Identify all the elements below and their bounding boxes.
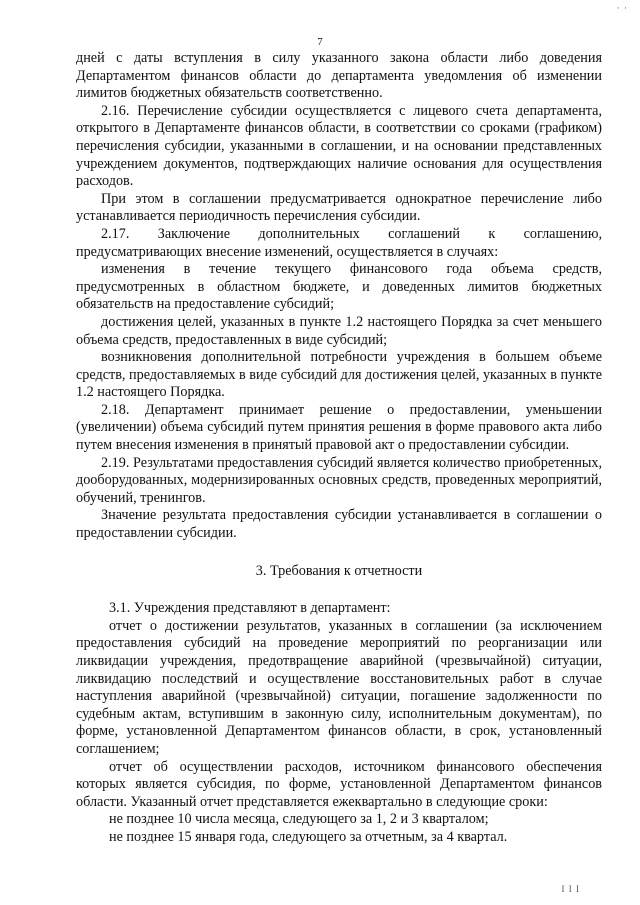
section-heading: 3. Требования к отчетности <box>255 562 423 579</box>
paragraph: 2.18. Департамент принимает решение о предоставлении, уменьшении (увеличении) объема субсидий путем принятия решения в форме правового акта либо путем внесения изменения в принятый правовой акт о предоставлении субсидии. <box>76 401 602 454</box>
page-number: 7 <box>317 36 323 48</box>
paragraph: отчет об осуществлении расходов, источником финансового обеспечения которых является субсидия, по форме, установленной Департаментом финансов области. Указанный отчет представляется ежеквартально в следующие сроки: <box>76 758 602 810</box>
paragraph: не позднее 15 января года, следующего за отчетным, за 4 квартал. <box>109 828 508 845</box>
paragraph: При этом в соглашении предусматривается однократное перечисление либо устанавливается периодичность перечисления субсидии. <box>76 190 602 225</box>
paragraph: изменения в течение текущего финансового года объема средств, предусмотренных в областном бюджете, и доведенных лимитов бюджетных обязательств на предоставление субсидий; <box>76 261 602 313</box>
paragraph: возникновения дополнительной потребности учреждения в большем объеме средств, предоставляемых в виде субсидий для достижения целей, указанных в пункте 1.2 настоящего Порядка. <box>76 349 602 401</box>
footer-mark: I I I <box>561 884 580 895</box>
paragraph: 2.17. Заключение дополнительных соглашений к соглашению, предусматривающих внесение изменений, осуществляется в случаях: <box>76 225 602 260</box>
paragraph: дней с даты вступления в силу указанного закона области либо доведения Департаментом финансов области до департамента уведомления об изменении лимитов бюджетных обязательств соответственно. <box>76 50 602 102</box>
paragraph: 3.1. Учреждения представляют в департамент: <box>109 600 391 617</box>
paragraph: отчет о достижении результатов, указанных в соглашении (за исключением предоставления субсидий на проведение мероприятий по реорганизации или ликвидации учреждения, предотвращение аварийной (чрезвычайной) ситуации, ликвидацию последствий и осуществление восстановительных работ в случае наступления аварийной (чрезвычайной) ситуации, погашение задолженности по судебным актам, вступившим в законную силу, исполнительным документам), по форме, установленной Департаментом финансов области, в срок, установленный соглашением; <box>76 617 602 757</box>
paragraph: 2.19. Результатами предоставления субсидий является количество приобретенных, дооборудованных, модернизированных основных средств, проведенных мероприятий, обучений, тренингов. <box>76 454 602 506</box>
corner-mark: · · <box>616 3 628 13</box>
paragraph: достижения целей, указанных в пункте 1.2 настоящего Порядка за счет меньшего объема средств, предоставленных в виде субсидий; <box>76 313 602 348</box>
document-body <box>76 50 602 847</box>
paragraph: не позднее 10 числа месяца, следующего за 1, 2 и 3 кварталом; <box>109 811 489 828</box>
paragraph: Значение результата предоставления субсидии устанавливается в соглашении о предоставлении субсидии. <box>76 507 602 542</box>
paragraph: 2.16. Перечисление субсидии осуществляется с лицевого счета департамента, открытого в Департаменте финансов области, в соответствии со сроками (графиком) перечисления субсидии, указанными в соглашении, и на основании представленных учреждением документов, подтверждающих наличие основания для осуществления расходов. <box>76 102 602 190</box>
